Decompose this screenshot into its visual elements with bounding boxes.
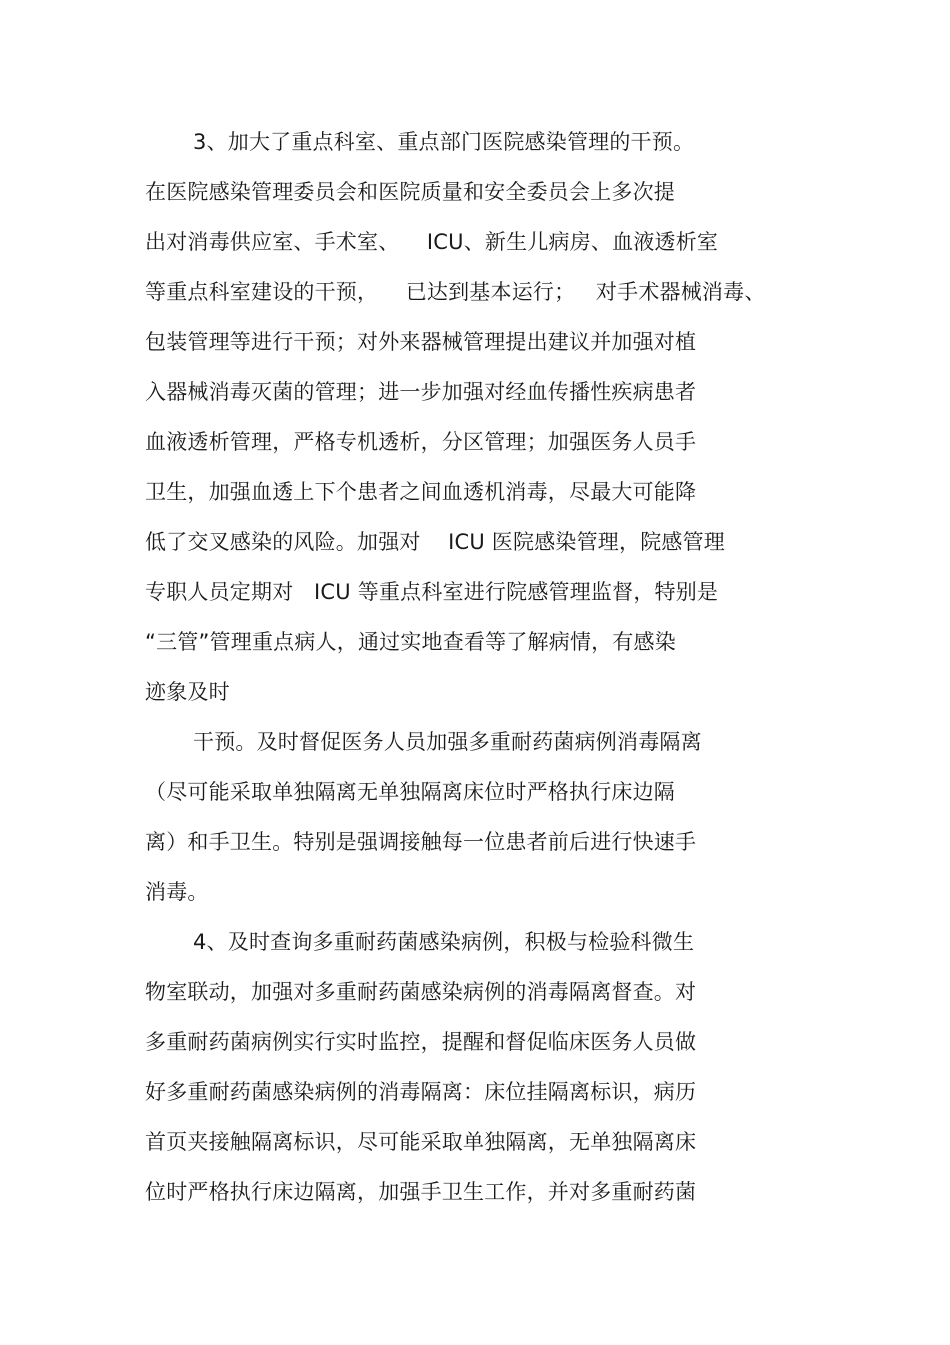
paragraph-3-line-1: 3、加大了重点科室、重点部门医院感染管理的干预。 <box>193 130 695 154</box>
paragraph-3-line-4: 等重点科室建设的干预， 已达到基本运行； 对手术器械消毒、 <box>145 280 766 304</box>
paragraph-4-line-5: 首页夹接触隔离标识，尽可能采取单独隔离，无单独隔离床 <box>145 1130 697 1154</box>
paragraph-3-line-3: 出对消毒供应室、手术室、 ICU、新生儿病房、血液透析室 <box>145 230 719 254</box>
paragraph-3-line-8: 卫生，加强血透上下个患者之间血透机消毒，尽最大可能降 <box>145 480 697 504</box>
paragraph-3b-line-4: 消毒。 <box>145 880 209 904</box>
paragraph-4-line-1: 4、及时查询多重耐药菌感染病例，积极与检验科微生 <box>193 930 695 954</box>
paragraph-3-line-12: 迹象及时 <box>145 680 230 704</box>
paragraph-3-line-7: 血液透析管理，严格专机透析，分区管理；加强医务人员手 <box>145 430 697 454</box>
paragraph-4-line-4: 好多重耐药菌感染病例的消毒隔离：床位挂隔离标识，病历 <box>145 1080 697 1104</box>
paragraph-3-line-5: 包装管理等进行干预；对外来器械管理提出建议并加强对植 <box>145 330 697 354</box>
paragraph-3b-line-2: （尽可能采取单独隔离无单独隔离床位时严格执行床边隔 <box>145 780 675 804</box>
paragraph-3b-line-3: 离）和手卫生。特别是强调接触每一位患者前后进行快速手 <box>145 830 697 854</box>
paragraph-3b-line-1: 干预。及时督促医务人员加强多重耐药菌病例消毒隔离 <box>193 730 702 754</box>
paragraph-4-line-3: 多重耐药菌病例实行实时监控，提醒和督促临床医务人员做 <box>145 1030 697 1054</box>
paragraph-4-line-2: 物室联动，加强对多重耐药菌感染病例的消毒隔离督查。对 <box>145 980 697 1004</box>
paragraph-3-line-9: 低了交叉感染的风险。加强对 ICU 医院感染管理，院感管理 <box>145 530 726 554</box>
paragraph-3-line-6: 入器械消毒灭菌的管理；进一步加强对经血传播性疾病患者 <box>145 380 697 404</box>
paragraph-4-line-6: 位时严格执行床边隔离，加强手卫生工作，并对多重耐药菌 <box>145 1180 697 1204</box>
paragraph-3-line-10: 专职人员定期对 ICU 等重点科室进行院感管理监督，特别是 <box>145 580 719 604</box>
paragraph-3-line-11: “三管”管理重点病人，通过实地查看等了解病情，有感染 <box>145 630 676 654</box>
paragraph-3-line-2: 在医院感染管理委员会和医院质量和安全委员会上多次提 <box>145 180 675 204</box>
